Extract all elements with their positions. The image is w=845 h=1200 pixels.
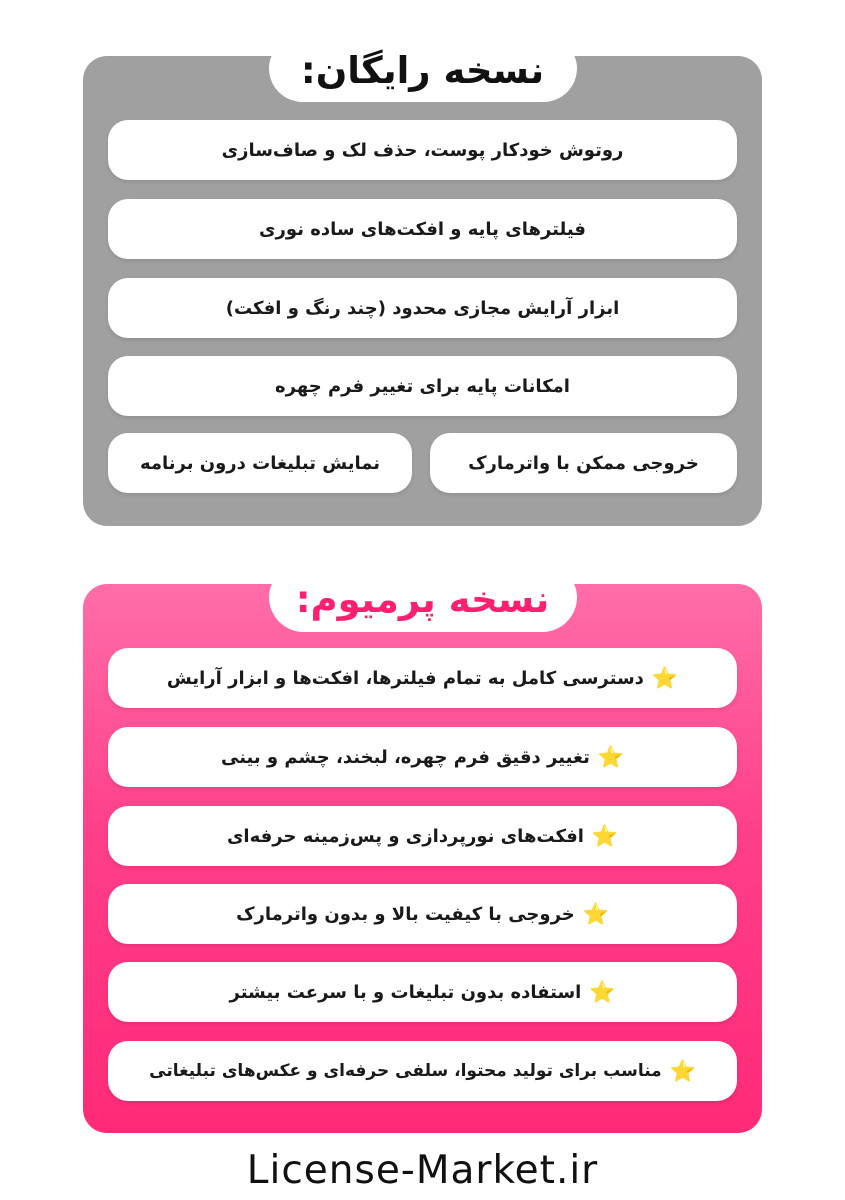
premium-feature-label: دسترسی کامل به تمام فیلترها، افکت‌ها و ابزار آرایش xyxy=(166,667,644,689)
free-feature-item xyxy=(108,433,412,493)
free-feature-label: ابزار آرایش مجازی محدود (چند رنگ و افکت) xyxy=(225,297,620,319)
premium-version-panel xyxy=(83,577,762,1133)
premium-feature-label: مناسب برای تولید محتوا، سلفی حرفه‌ای و عکس‌های تبلیغاتی xyxy=(149,1061,662,1081)
star-icon: ⭐ xyxy=(651,665,679,690)
premium-feature-label: استفاده بدون تبلیغات و با سرعت بیشتر xyxy=(229,981,582,1003)
premium-feature-label: خروجی با کیفیت بالا و بدون واترمارک xyxy=(236,903,575,925)
free-feature-item xyxy=(108,120,737,180)
premium-version-title: نسخه پرمیوم: xyxy=(269,566,577,632)
star-icon: ⭐ xyxy=(669,1058,696,1083)
free-feature-label: فیلترهای پایه و افکت‌های ساده نوری xyxy=(259,218,586,240)
premium-feature-item xyxy=(108,806,737,866)
free-feature-label: نمایش تبلیغات درون برنامه xyxy=(139,452,381,474)
premium-feature-item xyxy=(108,962,737,1022)
site-url: License-Market.ir xyxy=(246,1148,599,1193)
premium-feature-label: تغییر دقیق فرم چهره، لبخند، چشم و بینی xyxy=(220,746,590,768)
star-icon: ⭐ xyxy=(597,744,625,769)
free-feature-item xyxy=(430,433,737,493)
premium-feature-item xyxy=(108,648,737,708)
free-feature-item xyxy=(108,199,737,259)
star-icon: ⭐ xyxy=(591,823,619,848)
free-version-title: نسخه رایگان: xyxy=(269,38,577,102)
star-icon: ⭐ xyxy=(589,979,616,1004)
free-feature-label: روتوش خودکار پوست، حذف لک و صاف‌سازی xyxy=(221,139,624,161)
premium-feature-item xyxy=(108,884,737,944)
free-feature-label: خروجی ممکن با واترمارک xyxy=(468,452,699,474)
premium-feature-item xyxy=(108,727,737,787)
free-feature-item xyxy=(108,278,737,338)
free-feature-item xyxy=(108,356,737,416)
premium-feature-item xyxy=(108,1041,737,1101)
premium-feature-label: افکت‌های نورپردازی و پس‌زمینه حرفه‌ای xyxy=(226,825,584,847)
star-icon: ⭐ xyxy=(582,901,609,926)
free-feature-label: امکانات پایه برای تغییر فرم چهره xyxy=(275,375,570,397)
free-version-panel xyxy=(83,48,762,526)
